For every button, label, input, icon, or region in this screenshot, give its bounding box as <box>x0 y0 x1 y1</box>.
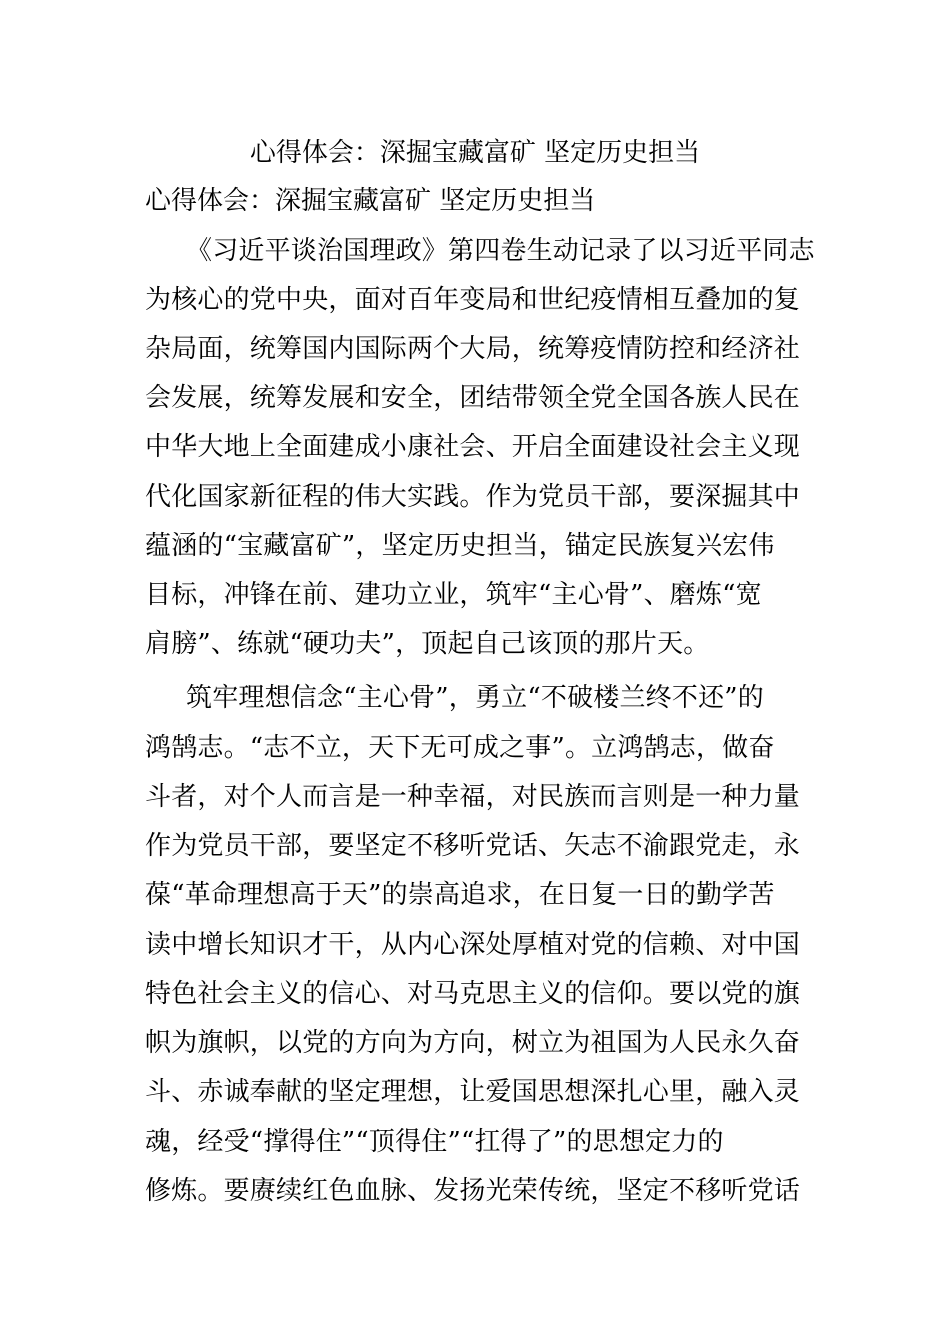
paragraph-line: 蕴涵的“宝藏富矿”，坚定历史担当，锚定民族复兴宏伟 <box>145 531 775 561</box>
paragraph-line: 肩膀”、练就“硬功夫”，顶起自己该顶的那片天。 <box>145 629 710 659</box>
paragraph-line: 作为党员干部，要坚定不移听党话、矢志不渝跟党走，永 <box>145 831 801 861</box>
paragraph-line: 葆“革命理想高于天”的崇高追求，在日复一日的勤学苦 <box>145 880 775 910</box>
page-title: 心得体会：深掘宝藏富矿 坚定历史担当 <box>249 138 701 168</box>
page-subtitle: 心得体会：深掘宝藏富矿 坚定历史担当 <box>145 186 596 216</box>
paragraph-line: 为核心的党中央，面对百年变局和世纪疫情相互叠加的复 <box>145 285 801 315</box>
paragraph-line: 会发展，统筹发展和安全，团结带领全党全国各族人民在 <box>145 383 801 413</box>
paragraph-line: 魂，经受“撑得住”“顶得住”“扛得了”的思想定力的 <box>145 1127 724 1157</box>
paragraph-line: 鸿鹄志。“志不立，天下无可成之事”。立鸿鹄志，做奋 <box>145 733 775 763</box>
paragraph-line: 杂局面，统筹国内国际两个大局，统筹疫情防控和经济社 <box>145 334 801 364</box>
paragraph-line: 斗、赤诚奉献的坚定理想，让爱国思想深扎心里，融入灵 <box>145 1077 801 1107</box>
paragraph-line: 《习近平谈治国理政》第四卷生动记录了以习近平同志 <box>186 236 815 266</box>
paragraph-line: 读中增长知识才干，从内心深处厚植对党的信赖、对中国 <box>145 930 801 960</box>
paragraph-line: 斗者，对个人而言是一种幸福，对民族而言则是一种力量 <box>145 782 801 812</box>
paragraph-line: 筑牢理想信念“主心骨”，勇立“不破楼兰终不还”的 <box>186 683 764 713</box>
paragraph-line: 目标，冲锋在前、建功立业，筑牢“主心骨”、磨炼“宽 <box>145 580 762 610</box>
paragraph-line: 代化国家新征程的伟大实践。作为党员干部，要深掘其中 <box>145 482 801 512</box>
paragraph-line: 特色社会主义的信心、对马克思主义的信仰。要以党的旗 <box>145 979 801 1009</box>
paragraph-line: 帜为旗帜，以党的方向为方向，树立为祖国为人民永久奋 <box>145 1028 801 1058</box>
paragraph-line: 中华大地上全面建成小康社会、开启全面建设社会主义现 <box>145 432 801 462</box>
paragraph-line: 修炼。要赓续红色血脉、发扬光荣传统，坚定不移听党话 <box>145 1176 801 1206</box>
